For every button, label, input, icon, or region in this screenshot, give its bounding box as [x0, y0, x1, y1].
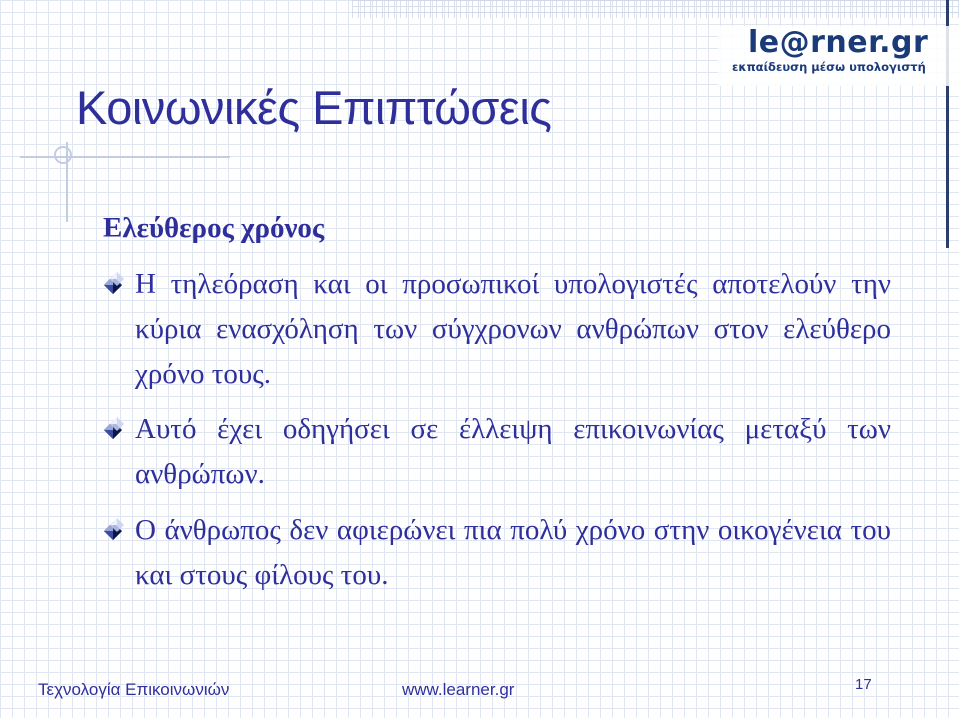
- footer-website-link[interactable]: www.learner.gr: [402, 680, 515, 699]
- logo-text-after: rner.gr: [810, 25, 929, 60]
- decorative-horizontal-line: [20, 156, 230, 158]
- logo-text-at: @: [779, 25, 811, 60]
- bullet-text: Αυτό έχει οδηγήσει σε έλλειψη επικοινωνίας μεταξύ των ανθρώπων.: [135, 413, 891, 490]
- footer-course-title: Τεχνολογία Επικοινωνιών: [38, 680, 230, 699]
- top-grid-strip: [352, 0, 959, 18]
- diamond-bullet-icon: [102, 518, 126, 540]
- site-logo: [748, 25, 929, 60]
- section-subtitle: Ελεύθερος χρόνος: [103, 212, 325, 244]
- footer-page-number: 17: [855, 676, 872, 693]
- slide-title: Κοινωνικές Επιπτώσεις: [76, 81, 552, 134]
- bullet-text: Η τηλεόραση και οι προσωπικοί υπολογιστές αποτελούν την κύρια ενασχόληση των σύγχρονων ανθρώπων στον ελεύθερο χρόνο τους.: [135, 268, 891, 390]
- logo-text-before: le: [748, 25, 780, 60]
- diamond-bullet-icon: [102, 272, 126, 294]
- logo-tagline: εκπαίδευση μέσω υπολογιστή: [732, 60, 926, 74]
- diamond-bullet-icon: [102, 417, 126, 439]
- bullet-text: Ο άνθρωπος δεν αφιερώνει πια πολύ χρόνο στην οικογένεια του και στους φίλους του.: [135, 514, 891, 591]
- decorative-circle: [54, 146, 72, 164]
